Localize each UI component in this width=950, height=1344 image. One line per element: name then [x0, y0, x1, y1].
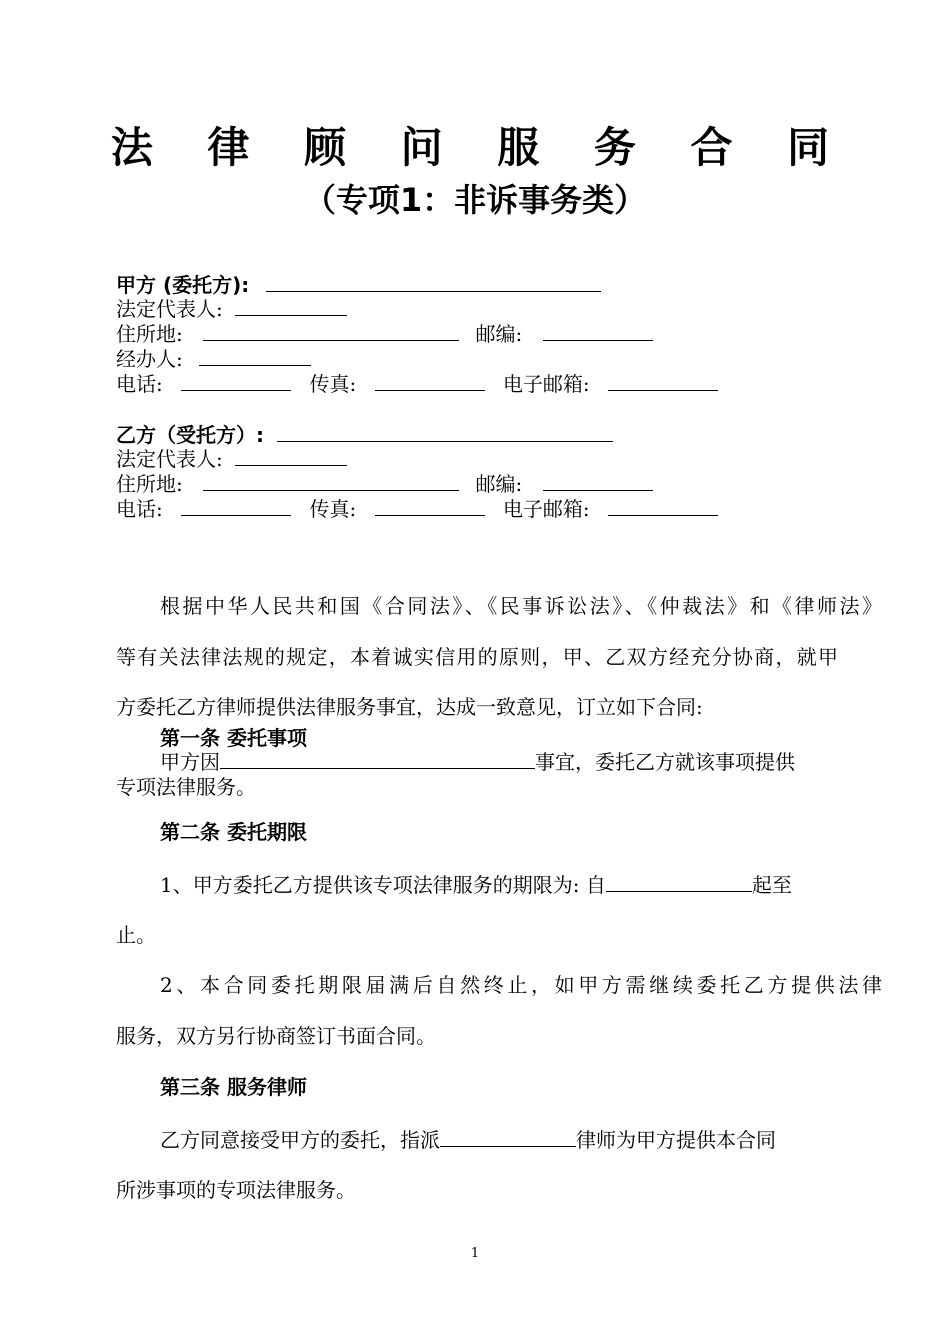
article-3-text-a: 乙方同意接受甲方的委托，指派 — [160, 1128, 440, 1152]
party-a-fax-blank — [375, 372, 485, 391]
party-a-handler-row — [116, 346, 311, 372]
article-3-lawyer-blank — [440, 1128, 576, 1147]
party-a-address-blank — [203, 322, 459, 341]
article-3-text-b: 律师为甲方提供本合同 — [576, 1128, 776, 1152]
article-2-period-blank — [606, 873, 752, 892]
party-b-heading: 乙方（受托方）: — [116, 423, 264, 447]
contract-subtitle: （专项1：非诉事务类） — [303, 181, 647, 219]
party-b-email-blank — [608, 497, 718, 516]
article-1-text-a: 甲方因 — [160, 750, 220, 774]
party-a-address-label: 住所地: — [116, 322, 183, 346]
party-a-contact-row — [116, 371, 718, 397]
article-2-item-1-text-b: 起至 — [751, 873, 792, 897]
article-2-item-1-line — [116, 871, 882, 899]
page-number: 1 — [470, 1246, 480, 1261]
article-3-text-c: 所涉事项的专项法律服务。 — [116, 1178, 356, 1202]
party-b-legal-rep-row — [116, 446, 347, 472]
party-b-fax-label: 传真: — [309, 497, 357, 521]
party-b-address-label: 住所地: — [116, 472, 183, 496]
party-a-legal-rep-row — [116, 296, 347, 322]
party-a-heading-row — [116, 272, 601, 298]
party-a-email-blank — [608, 372, 718, 391]
article-1-text-b: 事宜，委托乙方就该事项提供 — [535, 750, 795, 774]
party-a-fax-label: 传真: — [309, 372, 357, 396]
party-a-legal-rep-label: 法定代表人: — [116, 297, 223, 321]
party-a-postcode-label: 邮编: — [475, 322, 523, 346]
contract-title: 法 律 顾 问 服 务 合 同 — [110, 123, 850, 172]
article-1-text-c: 专项法律服务。 — [116, 775, 256, 799]
article-3-heading: 第三条 服务律师 — [160, 1075, 307, 1099]
party-b-fax-blank — [375, 497, 485, 516]
preamble-line-2: 等有关法律法规的规定，本着诚实信用的原则，甲、乙双方经充分协商，就甲 — [116, 645, 838, 669]
article-2-heading: 第二条 委托期限 — [160, 820, 307, 844]
party-a-email-label: 电子邮箱: — [502, 372, 590, 396]
article-2-item-2-line-2: 服务，双方另行协商签订书面合同。 — [116, 1024, 436, 1048]
party-b-heading-row — [116, 422, 613, 448]
party-b-address-row — [116, 471, 653, 497]
party-b-phone-blank — [181, 497, 291, 516]
party-a-name-blank — [266, 273, 601, 292]
party-b-legal-rep-blank — [235, 447, 347, 466]
article-1-heading: 第一条 委托事项 — [160, 726, 307, 750]
party-b-address-blank — [203, 472, 459, 491]
party-b-email-label: 电子邮箱: — [502, 497, 590, 521]
party-b-postcode-label: 邮编: — [475, 472, 523, 496]
party-a-address-row — [116, 321, 653, 347]
party-a-handler-blank — [199, 347, 311, 366]
party-a-heading: 甲方 (委托方): — [116, 273, 250, 297]
party-a-legal-rep-blank — [235, 297, 347, 316]
party-a-phone-blank — [181, 372, 291, 391]
party-b-postcode-blank — [543, 472, 653, 491]
party-a-postcode-blank — [543, 322, 653, 341]
party-b-phone-label: 电话: — [116, 497, 163, 521]
party-b-legal-rep-label: 法定代表人: — [116, 447, 223, 471]
article-2-item-2-line-1: 2、本合同委托期限届满后自然终止，如甲方需继续委托乙方提供法律 — [160, 973, 882, 997]
preamble-line-1: 根据中华人民共和国《合同法》、《民事诉讼法》、《仲裁法》和《律师法》 — [160, 594, 882, 618]
article-1-matter-blank — [220, 750, 535, 769]
article-3-line-1 — [116, 1126, 882, 1154]
party-a-phone-label: 电话: — [116, 372, 163, 396]
party-a-handler-label: 经办人: — [116, 347, 183, 371]
party-b-contact-row — [116, 496, 718, 522]
preamble-line-3: 方委托乙方律师提供法律服务事宜，达成一致意见，订立如下合同: — [116, 695, 703, 719]
party-b-name-blank — [277, 423, 613, 442]
article-1-line-1 — [116, 748, 882, 776]
article-2-item-1-text-a: 1、甲方委托乙方提供该专项法律服务的期限为: 自 — [160, 873, 606, 897]
article-2-item-1-text-c: 止。 — [116, 923, 156, 947]
